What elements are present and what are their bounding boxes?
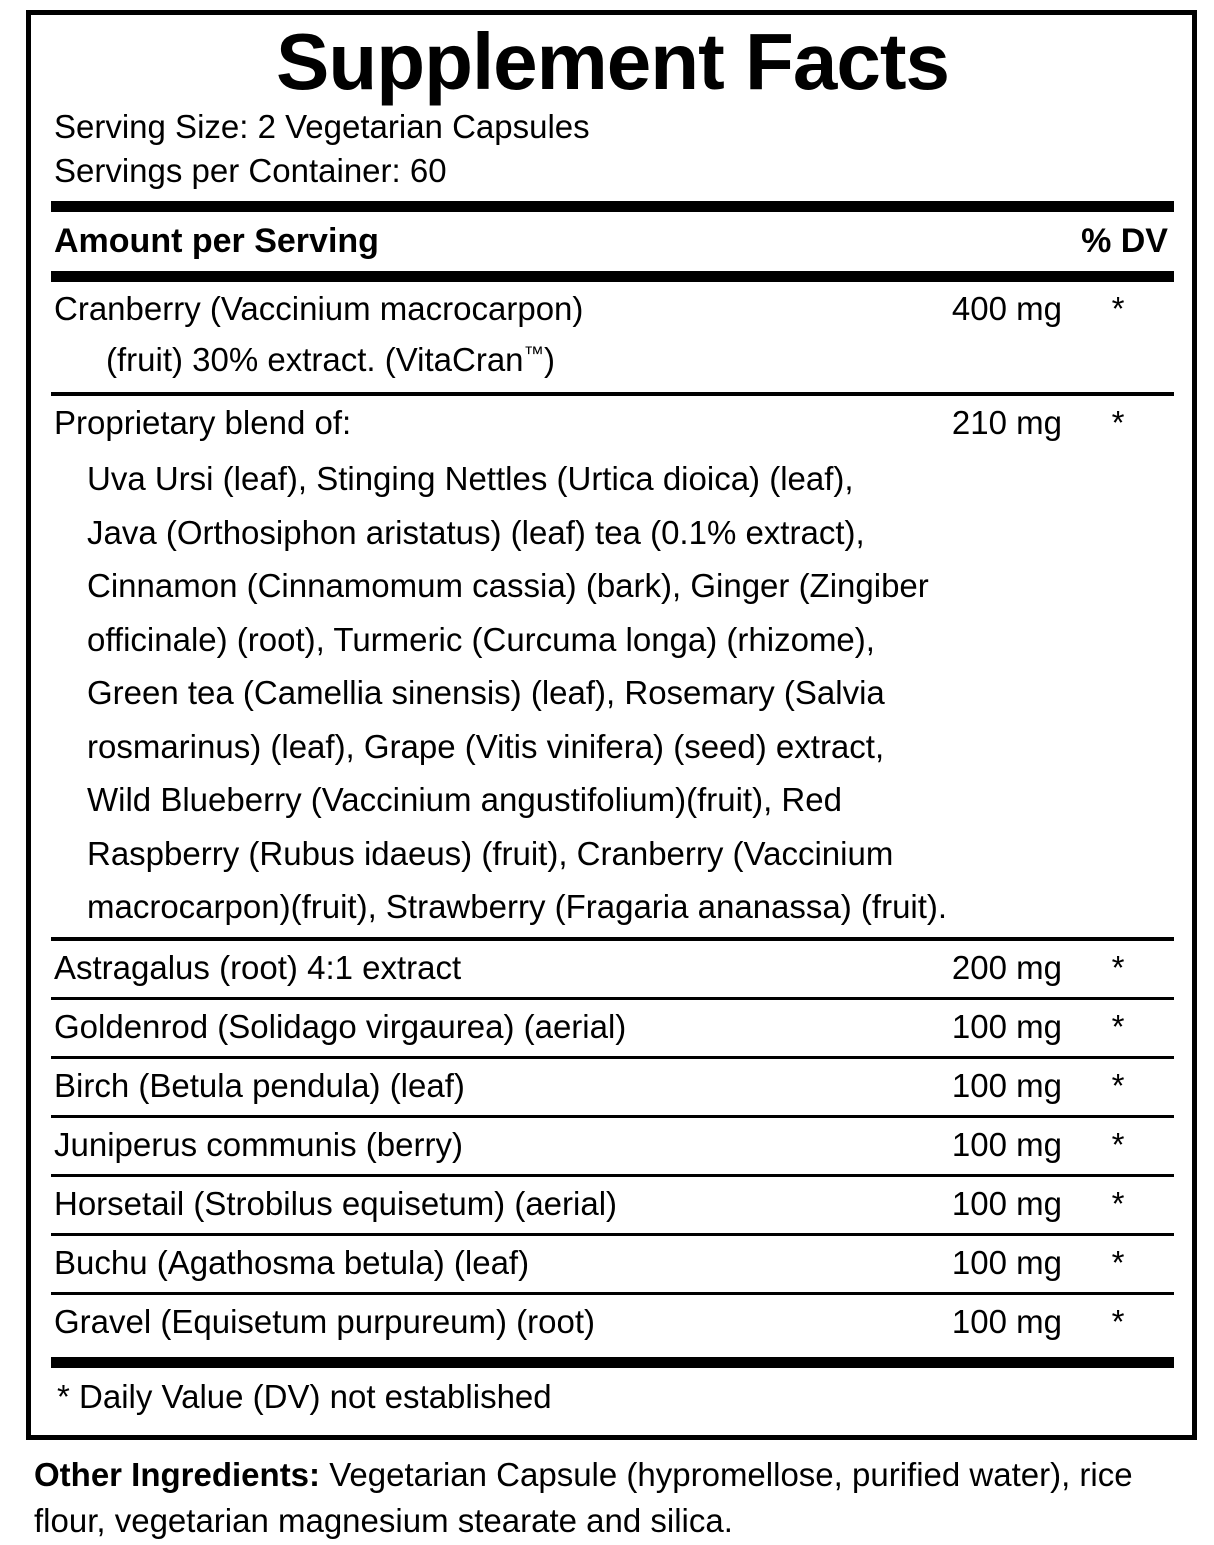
daily-value-footnote: * Daily Value (DV) not established xyxy=(57,1377,552,1415)
ingredient-amount: 100 mg xyxy=(951,1302,1062,1340)
ingredient-name: Cranberry (Vaccinium macrocarpon) xyxy=(54,289,584,327)
list-item: Green tea (Camellia sinensis) (leaf), Rosemary (Salvia xyxy=(87,674,885,712)
ingredient-dv: * xyxy=(1111,1067,1125,1105)
ingredient-dv: * xyxy=(1111,1126,1125,1164)
ingredient-amount: 210 mg xyxy=(951,404,1062,442)
blend-ingredient-list xyxy=(51,452,1174,937)
ingredient-amount: 400 mg xyxy=(951,289,1062,327)
ingredient-name: Juniperus communis (berry) xyxy=(54,1126,463,1164)
list-item: Uva Ursi (leaf), Stinging Nettles (Urtica dioica) (leaf), xyxy=(87,460,854,498)
list-item: rosmarinus) (leaf), Grape (Vitis vinifera) (seed) extract, xyxy=(87,727,885,765)
other-ingredients-text: Vegetarian Capsule (hypromellose, purified water), rice flour, vegetarian magnesium stearate and silica. xyxy=(34,1456,1133,1539)
ingredient-dv: * xyxy=(1111,1008,1125,1046)
ingredient-amount: 100 mg xyxy=(951,1067,1062,1105)
ingredient-name: Birch (Betula pendula) (leaf) xyxy=(54,1067,465,1105)
ingredient-amount: 100 mg xyxy=(951,1243,1062,1281)
ingredient-name: Astragalus (root) 4:1 extract xyxy=(54,949,462,987)
list-item: Wild Blueberry (Vaccinium angustifolium)(fruit), Red xyxy=(87,781,842,819)
percent-dv-header: % DV xyxy=(1081,222,1168,261)
other-ingredients-section xyxy=(34,1452,1184,1543)
table-row xyxy=(51,282,1174,338)
ingredient-row-goldenrod xyxy=(51,1000,1174,1056)
divider-thick-under-header xyxy=(51,271,1174,282)
ingredient-row-horsetail xyxy=(51,1177,1174,1233)
ingredient-row-proprietary-blend xyxy=(51,396,1174,937)
ingredient-dv: * xyxy=(1111,1302,1125,1340)
ingredient-name: Horsetail (Strobilus equisetum) (aerial) xyxy=(54,1184,618,1222)
amount-per-serving-header: Amount per Serving xyxy=(54,222,379,261)
supplement-facts-panel xyxy=(26,10,1197,1440)
ingredient-dv: * xyxy=(1111,289,1125,327)
divider-thick-bottom xyxy=(51,1357,1174,1368)
ingredient-name: Buchu (Agathosma betula) (leaf) xyxy=(54,1243,530,1281)
ingredient-row-juniperus xyxy=(51,1118,1174,1174)
ingredient-name: Gravel (Equisetum purpureum) (root) xyxy=(54,1302,596,1340)
ingredient-dv: * xyxy=(1111,949,1125,987)
page-title: Supplement Facts xyxy=(275,17,950,106)
ingredient-dv: * xyxy=(1111,1243,1125,1281)
ingredient-row-gravel xyxy=(51,1295,1174,1351)
column-header-row xyxy=(51,212,1174,270)
ingredient-amount: 100 mg xyxy=(951,1008,1062,1046)
ingredient-row-buchu xyxy=(51,1236,1174,1292)
serving-size-text: Serving Size: 2 Vegetarian Capsules xyxy=(54,108,590,146)
list-item: Java (Orthosiphon aristatus) (leaf) tea (0.1% extract), xyxy=(87,513,865,551)
list-item: macrocarpon)(fruit), Strawberry (Fragaria ananassa) (fruit). xyxy=(87,887,948,925)
ingredient-row-cranberry xyxy=(51,282,1174,383)
ingredient-dv: * xyxy=(1111,404,1125,442)
table-row xyxy=(51,396,1174,452)
ingredient-row-astragalus xyxy=(51,941,1174,997)
ingredient-amount: 100 mg xyxy=(951,1184,1062,1222)
ingredient-amount: 200 mg xyxy=(951,949,1062,987)
list-item: Cinnamon (Cinnamomum cassia) (bark), Ginger (Zingiber xyxy=(87,567,929,605)
servings-per-container-text: Servings per Container: 60 xyxy=(54,151,447,189)
list-item: officinale) (root), Turmeric (Curcuma longa) (rhizome), xyxy=(87,620,875,658)
ingredient-row-birch xyxy=(51,1059,1174,1115)
ingredient-dv: * xyxy=(1111,1184,1125,1222)
ingredient-subline: (fruit) 30% extract. (VitaCran™) xyxy=(106,340,555,378)
ingredient-name: Goldenrod (Solidago virgaurea) (aerial) xyxy=(54,1008,627,1046)
ingredient-amount: 100 mg xyxy=(951,1126,1062,1164)
ingredient-name: Proprietary blend of: xyxy=(54,404,352,442)
list-item: Raspberry (Rubus idaeus) (fruit), Cranberry (Vaccinium xyxy=(87,834,894,872)
other-ingredients-label: Other Ingredients: xyxy=(34,1456,321,1493)
divider-thick-top xyxy=(51,201,1174,212)
